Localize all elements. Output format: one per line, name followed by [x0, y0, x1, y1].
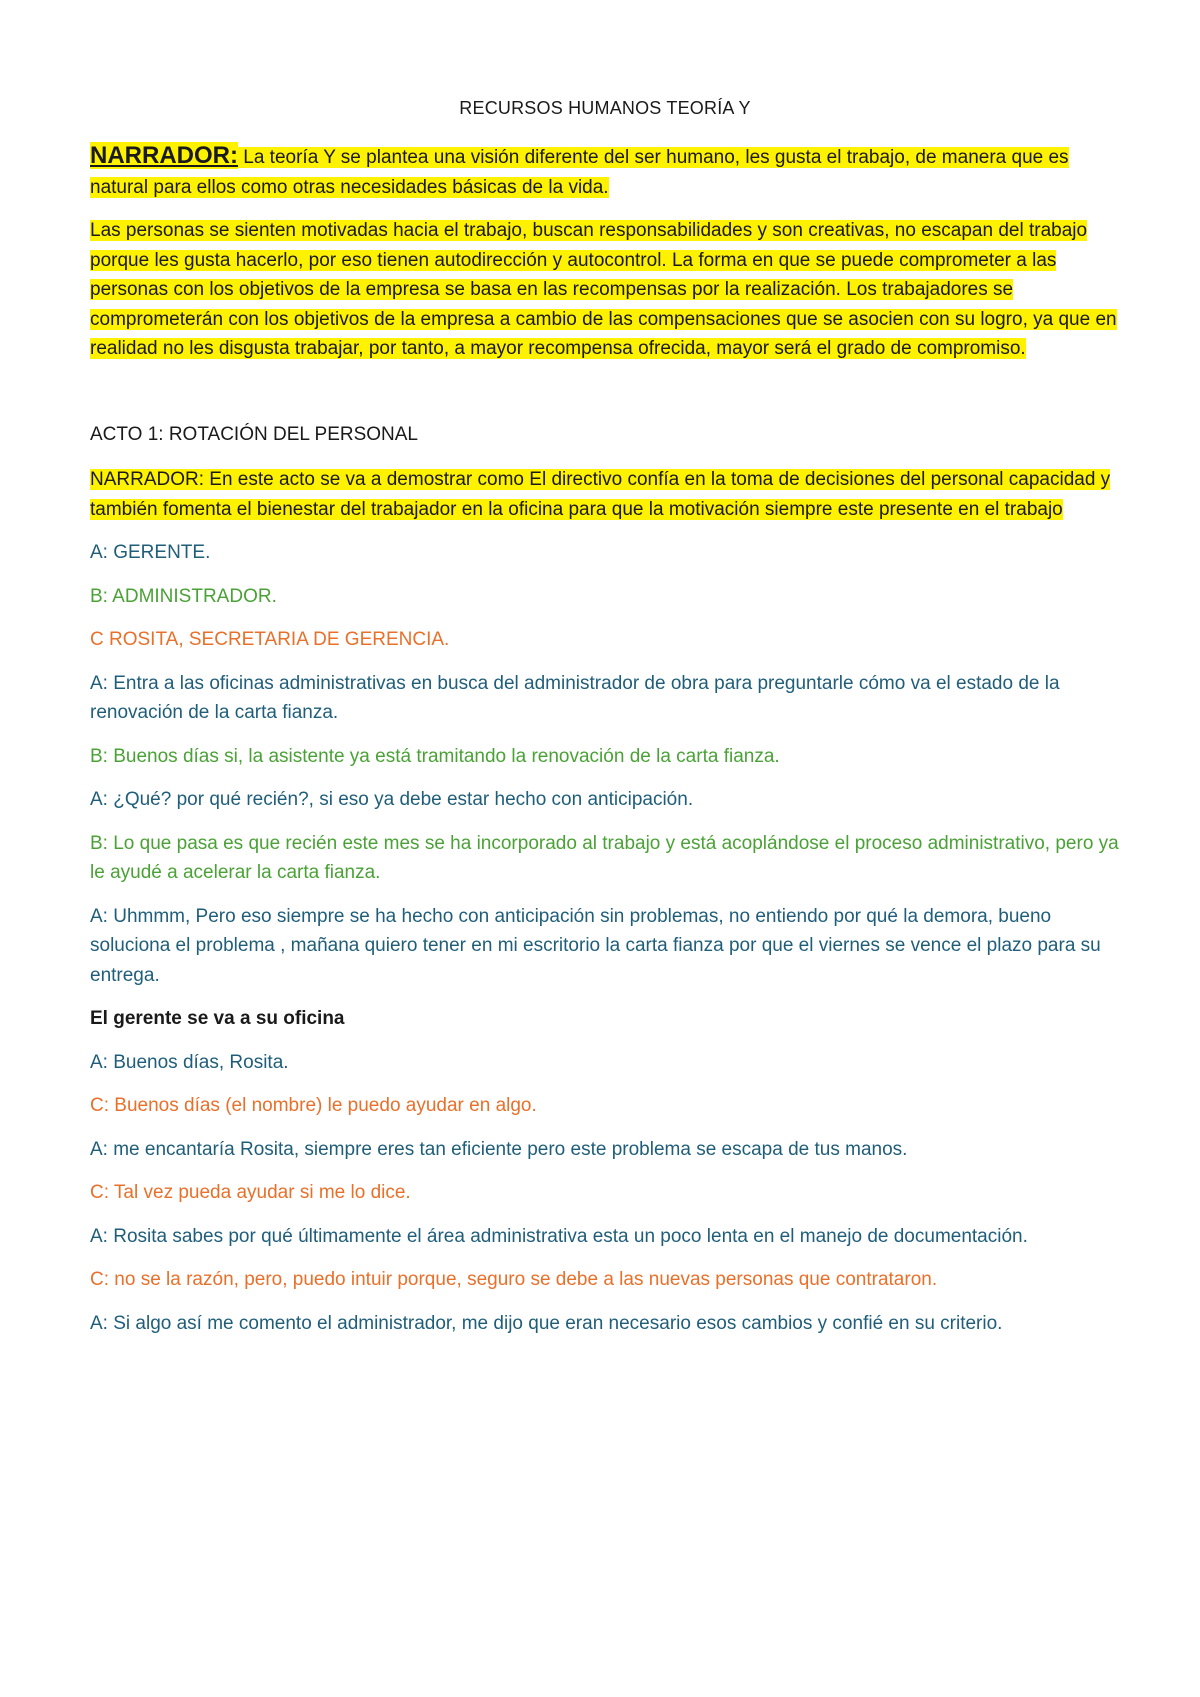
character-a: A: GERENTE. — [90, 542, 211, 563]
dialogue-line: C: Tal vez pueda ayudar si me lo dice. — [90, 1182, 411, 1203]
dialogue-line: C: Buenos días (el nombre) le puedo ayudar en algo. — [90, 1095, 537, 1116]
document-page — [90, 98, 1120, 1352]
act-heading: ACTO 1: ROTACIÓN DEL PERSONAL — [90, 423, 419, 445]
dialogue-line: A: Si algo así me comento el administrador, me dijo que eran necesario esos cambios y confié en su criterio. — [90, 1312, 1003, 1334]
dialogue-line: A: ¿Qué? por qué recién?, si eso ya debe estar hecho con anticipación. — [90, 789, 694, 810]
intro-paragraph — [90, 141, 1120, 202]
dialogue-line: C: no se la razón, pero, puedo intuir porque, seguro se debe a las nuevas personas que contrataron. — [90, 1269, 938, 1290]
dialogue-line: B: Lo que pasa es que recién este mes se ha incorporado al trabajo y está acoplándose el proceso administrativo, pero ya le ayudé a acelerar la carta fianza. — [90, 832, 1119, 883]
theory-paragraph — [90, 216, 1120, 364]
intro-text: La teoría Y se plantea una visión diferente del ser humano, les gusta el trabajo, de manera que es natural para ellos como otras necesidades básicas de la vida. — [90, 147, 1069, 198]
character-c: C ROSITA, SECRETARIA DE GERENCIA. — [90, 629, 450, 650]
document-title: RECURSOS HUMANOS TEORÍA Y — [459, 98, 751, 118]
act-narration: NARRADOR: En este acto se va a demostrar como El directivo confía en la toma de decisiones del personal capacidad y también fomenta el bienestar del trabajador en la oficina para que la motivación siempre este presente en el trabajo — [90, 469, 1111, 520]
dialogue-line: B: Buenos días si, la asistente ya está tramitando la renovación de la carta fianza. — [90, 745, 780, 767]
dialogue-line: A: Buenos días, Rosita. — [90, 1051, 289, 1073]
dialogue-line: A: me encantaría Rosita, siempre eres tan eficiente pero este problema se escapa de tus manos. — [90, 1138, 908, 1160]
stage-direction: El gerente se va a su oficina — [90, 1008, 345, 1029]
dialogue-line: A: Entra a las oficinas administrativas en busca del administrador de obra para preguntarle cómo va el estado de la renovación de la carta fianza. — [90, 672, 1060, 723]
theory-text: Las personas se sienten motivadas hacia el trabajo, buscan responsabilidades y son creativas, no escapan del trabajo porque les gusta hacerlo, por eso tienen autodirección y autocontrol. La forma en que se puede comprometer a las personas con los objetivos de la empresa se basa en las recompensas por la realización. Los trabajadores se comprometerán con los objetivos de la empresa a cambio de las compensaciones que se asocien con su logro, ya que en realidad no les disgusta trabajar, por tanto, a mayor recompensa ofrecida, mayor será el grado de compromiso. — [90, 220, 1117, 359]
character-b: B: ADMINISTRADOR. — [90, 585, 277, 607]
narrator-label: NARRADOR: — [90, 142, 238, 169]
dialogue-line: A: Uhmmm, Pero eso siempre se ha hecho con anticipación sin problemas, no entiendo por qué la demora, bueno soluciona el problema , mañana quiero tener en mi escritorio la carta fianza por que el viernes se vence el plazo para su entrega. — [90, 905, 1101, 986]
dialogue-line: A: Rosita sabes por qué últimamente el área administrativa esta un poco lenta en el manejo de documentación. — [90, 1225, 1028, 1247]
act-narration-paragraph — [90, 465, 1120, 524]
spacer — [90, 378, 1120, 420]
